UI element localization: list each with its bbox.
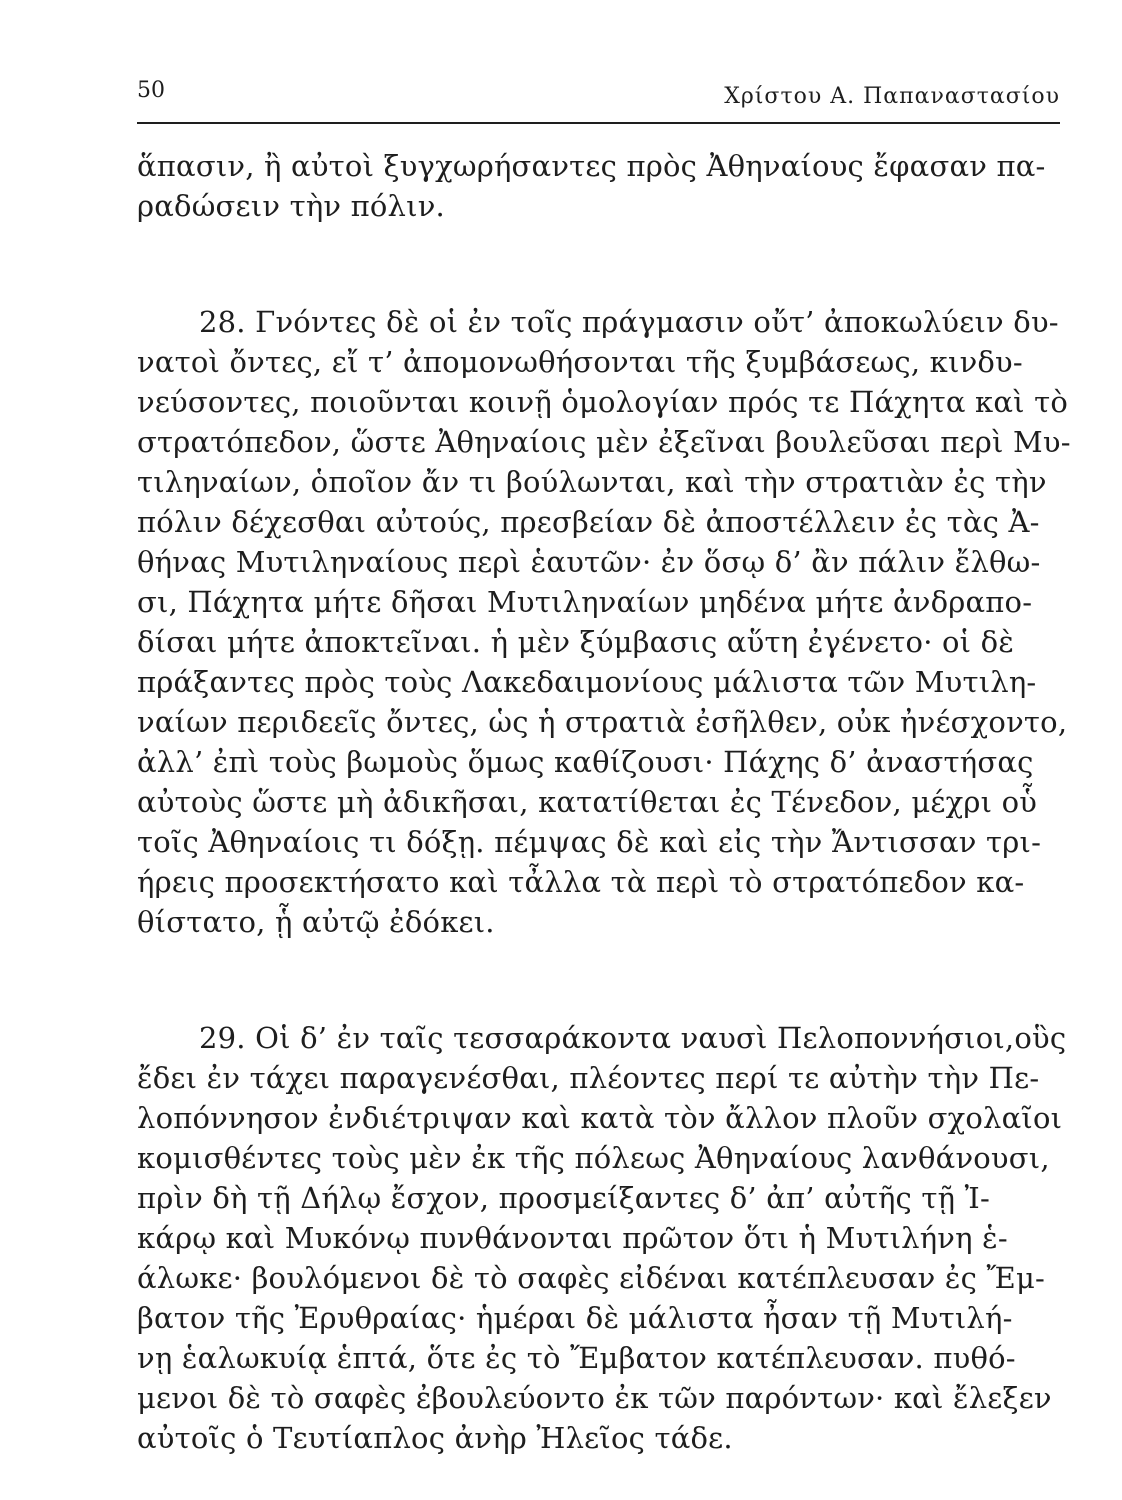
text-line: τοῖς Ἀθηναίοις τι δόξῃ. πέμψας δὲ καὶ εἰς τὴν Ἄντισσαν τρι- [137,825,1042,859]
text-line: 28. Γνόντες δὲ οἱ ἐν τοῖς πράγμασιν οὔτ’ ἀποκωλύειν δυ- [199,305,1059,339]
text-line: τιληναίων, ὁποῖον ἄν τι βούλωνται, καὶ τὴν στρατιὰν ἐς τὴν [137,465,1047,499]
text-line: ἀλλ’ ἐπὶ τοὺς βωμοὺς ὅμως καθίζουσι· Πάχης δ’ ἀναστήσας [137,745,1034,779]
text-line: κάρῳ καὶ Μυκόνῳ πυνθάνονται πρῶτον ὅτι ἡ Μυτιλήνη ἑ- [137,1221,1008,1255]
text-line: πρὶν δὴ τῇ Δήλῳ ἔσχον, προσμείξαντες δ’ ἀπ’ αὐτῆς τῇ Ἰ- [137,1181,990,1215]
paragraph-section-29 [137,1018,1067,1458]
text-line: πράξαντες πρὸς τοὺς Λακεδαιμονίους μάλιστα τῶν Μυτιλη- [137,665,1037,699]
text-line: νῃ ἑαλωκυίᾳ ἑπτά, ὅτε ἐς τὸ Ἔμβατον κατέπλευσαν. πυθό- [137,1341,1016,1375]
text-line: ήρεις προσεκτήσατο καὶ τἆλλα τὰ περὶ τὸ στρατόπεδον κα- [137,865,1025,899]
text-line: νατοὶ ὄντες, εἴ τ’ ἀπομονωθήσονται τῆς ξυμβάσεως, κινδυ- [137,345,1023,379]
text-line: θίστατο, ᾗ αὐτῷ ἐδόκει. [137,905,495,939]
page-number: 50 [137,78,165,103]
text-line: βατον τῆς Ἐρυθραίας· ἡμέραι δὲ μάλιστα ἦσαν τῇ Μυτιλή- [137,1301,1013,1335]
text-line: αὐτοὺς ὥστε μὴ ἀδικῆσαι, κατατίθεται ἐς Τένεδον, μέχρι οὗ [137,785,1038,819]
text-line: ναίων περιδεεῖς ὄντες, ὡς ἡ στρατιὰ ἐσῆλθεν, οὐκ ἠνέσχοντο, [137,705,1068,739]
text-line: λοπόννησον ἐνδιέτριψαν καὶ κατὰ τὸν ἄλλον πλοῦν σχολαῖοι [137,1101,1063,1135]
text-line: ραδώσειν τὴν πόλιν. [137,189,445,223]
running-head: Χρίστου Α. Παπαναστασίου [724,84,1060,109]
text-line: 29. Οἱ δ’ ἐν ταῖς τεσσαράκοντα ναυσὶ Πελοποννήσιοι,οὓς [199,1021,1067,1055]
text-line: πόλιν δέχεσθαι αὐτούς, πρεσβείαν δὲ ἀποστέλλειν ἐς τὰς Ἀ- [137,505,1040,539]
header-rule [137,122,1060,124]
text-line: ἅπασιν, ἢ αὐτοὶ ξυγχωρήσαντες πρὸς Ἀθηναίους ἔφασαν πα- [137,149,1046,183]
paragraph-gap [137,942,1060,1018]
text-line: μενοι δὲ τὸ σαφὲς ἐβουλεύοντο ἐκ τῶν παρόντων· καὶ ἔλεξεν [137,1381,1052,1415]
text-line: στρατόπεδον, ὥστε Ἀθηναίοις μὲν ἐξεῖναι βουλεῦσαι περὶ Μυ- [137,425,1071,459]
text-line: δίσαι μήτε ἀποκτεῖναι. ἡ μὲν ξύμβασις αὕτη ἐγένετο· οἱ δὲ [137,625,1015,659]
paragraph-continuation [137,146,1060,226]
body-text [137,146,1071,1458]
text-line: θήνας Μυτιληναίους περὶ ἑαυτῶν· ἐν ὅσῳ δ’ ἂν πάλιν ἔλθω- [137,545,1041,579]
text-line: νεύσοντες, ποιοῦνται κοινῇ ὁμολογίαν πρός τε Πάχητα καὶ τὸ [137,385,1069,419]
text-line: κομισθέντες τοὺς μὲν ἐκ τῆς πόλεως Ἀθηναίους λανθάνουσι, [137,1141,1050,1175]
text-line: σι, Πάχητα μήτε δῆσαι Μυτιληναίων μηδένα μήτε ἀνδραπο- [137,585,1033,619]
text-line: αὐτοῖς ὁ Τευτίαπλος ἀνὴρ Ἠλεῖος τάδε. [137,1421,733,1455]
text-line: ἔδει ἐν τάχει παραγενέσθαι, πλέοντες περί τε αὐτὴν τὴν Πε- [137,1061,1040,1095]
paragraph-section-28 [137,302,1071,942]
paragraph-gap [137,226,1060,302]
text-line: άλωκε· βουλόμενοι δὲ τὸ σαφὲς εἰδέναι κατέπλευσαν ἐς Ἔμ- [137,1261,1045,1295]
